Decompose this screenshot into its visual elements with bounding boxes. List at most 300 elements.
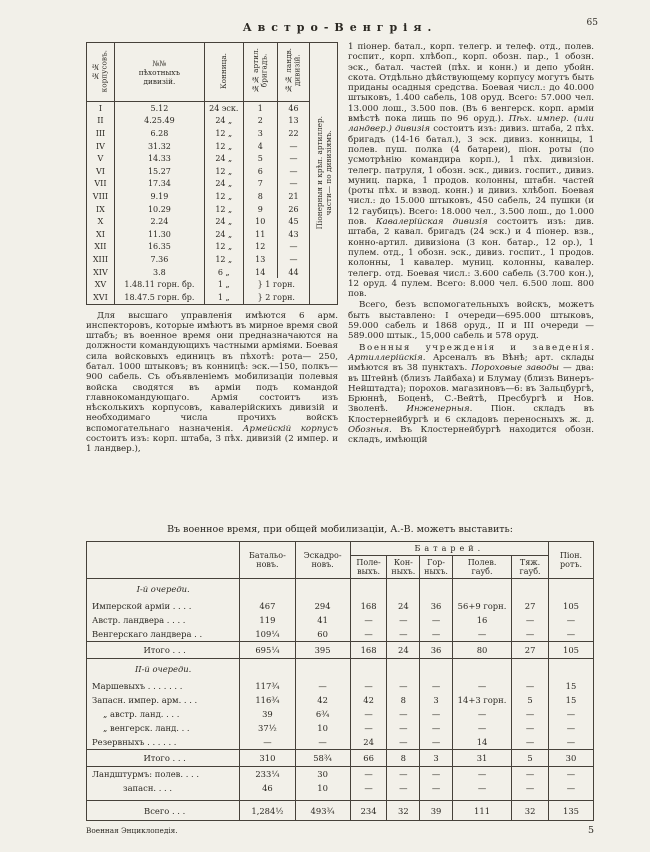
value-cell: 14	[452, 735, 511, 750]
left-column-text	[86, 311, 338, 455]
value-cell: —	[387, 721, 420, 735]
pioneer-header: Піон. ротъ.	[548, 542, 593, 579]
value-cell: 39	[420, 801, 453, 821]
corps-row	[87, 266, 338, 279]
table-row	[87, 599, 594, 613]
value-cell: —	[548, 613, 593, 627]
corps-value-cell: 12 „	[204, 203, 243, 216]
row-label: „ австр. ланд. . . .	[87, 707, 240, 721]
spaced-heading-text: Военныя учрежденія и заведенія	[359, 342, 592, 353]
mob-table-rows	[87, 579, 594, 821]
table-row	[87, 721, 594, 735]
corps-number-cell: VII	[87, 178, 115, 191]
value-cell: 36	[420, 642, 453, 659]
corps-value-cell: } 2 горн.	[243, 291, 309, 304]
value-cell: 24	[387, 642, 420, 659]
corps-value-cell: 10.29	[114, 203, 204, 216]
section-label: II-й очереди.	[87, 659, 240, 680]
table-row	[87, 693, 594, 707]
value-cell: —	[350, 767, 387, 782]
corps-number-cell: II	[87, 115, 115, 128]
value-cell: 32	[512, 801, 549, 821]
value-cell: 42	[350, 693, 387, 707]
corps-value-cell: 2	[243, 115, 277, 128]
corps-row	[87, 190, 338, 203]
value-cell: —	[420, 735, 453, 750]
corps-row	[87, 165, 338, 178]
right-column-text	[348, 42, 594, 514]
body-text: Піон. складъ въ Клостернейбургѣ и 6 складовъ переносныхъ ж. д.	[348, 404, 594, 425]
value-cell: 1,284½	[240, 801, 295, 821]
corps-row	[87, 241, 338, 254]
corps-value-cell: 13	[243, 253, 277, 266]
imprint: Военная Энциклопедія.	[86, 826, 178, 835]
corps-value-cell: 1 „	[204, 278, 243, 291]
corps-col-header-artillery: №№ артил. бригадъ.	[243, 43, 277, 102]
corps-value-cell: —	[277, 140, 309, 153]
row-label: Всего . . .	[87, 801, 240, 821]
corps-number-cell: VIII	[87, 190, 115, 203]
value-cell: —	[512, 679, 549, 693]
corps-value-cell: 3.8	[114, 266, 204, 279]
empty-cell	[350, 659, 387, 680]
corps-row	[87, 127, 338, 140]
corps-value-cell: } 1 горн.	[243, 278, 309, 291]
table-row	[87, 801, 594, 821]
row-label: „ венгерск. ланд. . .	[87, 721, 240, 735]
value-cell: —	[387, 613, 420, 627]
corps-value-cell: 7.36	[114, 253, 204, 266]
empty-cell	[387, 659, 420, 680]
body-text: Арсеналъ въ Вѣнѣ; арт. склады имѣются въ 38 пунктахъ.	[348, 352, 594, 374]
empty-cell	[387, 579, 420, 600]
value-cell: 31	[452, 750, 511, 767]
value-cell: —	[452, 627, 511, 642]
corps-number-cell: XIV	[87, 266, 115, 279]
table-row	[87, 679, 594, 693]
value-cell: —	[420, 613, 453, 627]
value-cell: —	[512, 781, 549, 795]
two-column-section	[86, 42, 594, 514]
corps-value-cell: 12 „	[204, 241, 243, 254]
corps-table	[86, 42, 338, 305]
corps-value-cell: 3	[243, 127, 277, 140]
corps-value-cell: —	[277, 165, 309, 178]
value-cell: —	[420, 679, 453, 693]
value-cell: —	[350, 721, 387, 735]
page-header	[86, 16, 598, 34]
corps-value-cell: 12 „	[204, 253, 243, 266]
corps-value-cell: 45	[277, 215, 309, 228]
corps-number-cell: III	[87, 127, 115, 140]
empty-cell	[295, 579, 350, 600]
value-cell: —	[512, 721, 549, 735]
value-cell: —	[387, 735, 420, 750]
corps-value-cell: 6 „	[204, 266, 243, 279]
value-cell: —	[295, 735, 350, 750]
value-cell: —	[548, 735, 593, 750]
corps-value-cell: 7	[243, 178, 277, 191]
corps-value-cell: 11.30	[114, 228, 204, 241]
value-cell: 66	[350, 750, 387, 767]
corps-col-header-landwehr: №№ ландв. дивизій.	[277, 43, 309, 102]
corps-value-cell: 24 „	[204, 228, 243, 241]
corps-value-cell: —	[277, 178, 309, 191]
corps-value-cell: 31.32	[114, 140, 204, 153]
value-cell: 105	[548, 642, 593, 659]
value-cell: 695¼	[240, 642, 295, 659]
corps-number-cell: XII	[87, 241, 115, 254]
section-row	[87, 579, 594, 600]
mobilization-heading: Въ военное время, при общей мобилизаціи, А.-В. можетъ выставить:	[167, 524, 513, 535]
italic-text: Кавалерійская дивизія	[375, 217, 488, 228]
corps-value-cell: 9.19	[114, 190, 204, 203]
corps-value-cell: 5	[243, 152, 277, 165]
corps-value-cell: 4	[243, 140, 277, 153]
value-cell: —	[240, 735, 295, 750]
value-cell: —	[420, 781, 453, 795]
value-cell: 14+3 горн.	[452, 693, 511, 707]
table-row	[87, 627, 594, 642]
corps-value-cell: 15.27	[114, 165, 204, 178]
page-number: 65	[586, 18, 598, 28]
corps-col-header-divisions: №№ пѣхотныхъ дивизій.	[114, 43, 204, 102]
row-label: запасн. . . .	[87, 781, 240, 795]
body-text: 1 піонер. батал., корп. телегр. и телеф. отд., полев. госпит., корп. хлѣбоп., корп. обозн. пар., 1 обозн. эск., батал. частей (пѣх. и конн.) и депо убойн. скота. Отдѣльно дѣйствующему корпусу могутъ быть приданы осадныя средства. Боевая числ.: до 40.000 штыковъ, 1.400 сабель, 108 оруд. Всего: 57.000 чел. 13.000 лош., 3.500 пов. (Въ 6 венгерск. корп. арміи вмѣстѣ пока лишь по 96 оруд.).	[348, 42, 594, 125]
value-cell: 41	[295, 613, 350, 627]
value-cell: 3	[420, 750, 453, 767]
value-cell: 119	[240, 613, 295, 627]
corps-value-cell: 12 „	[204, 140, 243, 153]
value-cell: 80	[452, 642, 511, 659]
body-text: состоитъ изъ: див. штаба, 2 кавал. бригадъ (24 эск.) и 4 піонер. взв., конно-артил. дивизіона (3 кон. батар., 12 ор.), 1 пулем. отд., 1 обозн. эск., дивиз. госпит., 1 продов. колонны, 1 кавалер. муниц. колонны, кавалер. телегр. отд. Боевая числ.: 3.600 сабель (3.700 кон.), 12 оруд. 4 пулем. Всего: 8.000 чел. 6.500 лош. 800 пов.	[348, 217, 594, 300]
value-cell: —	[452, 721, 511, 735]
corps-value-cell: 14.33	[114, 152, 204, 165]
value-cell: 6¾	[295, 707, 350, 721]
corps-row	[87, 115, 338, 128]
value-cell: 233¼	[240, 767, 295, 782]
row-label: Ландштурмъ: полев. . . .	[87, 767, 240, 782]
page-footer	[86, 825, 594, 836]
value-cell: 42	[295, 693, 350, 707]
value-cell: 8	[387, 750, 420, 767]
field-howitzer-header: Полев. гауб.	[452, 556, 511, 579]
value-cell: —	[452, 781, 511, 795]
value-cell: —	[548, 707, 593, 721]
empty-cell	[240, 579, 295, 600]
value-cell: 58¾	[295, 750, 350, 767]
empty-cell	[452, 659, 511, 680]
corps-value-cell: 11	[243, 228, 277, 241]
value-cell: 32	[387, 801, 420, 821]
corps-value-cell: 13	[277, 115, 309, 128]
batteries-group-header: Батарей.	[350, 542, 548, 556]
corps-header-row	[87, 43, 338, 102]
corps-value-cell: 1	[243, 102, 277, 115]
mountain-batteries-header: Гор- ныхъ.	[420, 556, 453, 579]
corps-value-cell: 26	[277, 203, 309, 216]
value-cell: 8	[387, 693, 420, 707]
corps-value-cell: 24 „	[204, 178, 243, 191]
body-text: Для высшаго управленія имѣются 6 арм. инспекторовъ, которые имѣютъ въ мирное время свой штабъ; въ военное время они предназначаются на должности командующихъ частными арміями. Боевая сила войсковыхъ единицъ въ пѣхотѣ: рота— 250, батал. 1000 штыковъ; въ конницѣ: эск.—150, полкъ—900 сабель. Съ объявленіемъ мобилизаціи полевыя войска сводятся въ арміи подъ командой главнокомандующаго. Армія состоитъ изъ нѣсколькихъ корпусовъ, кавалерійскихъ дивизій и необходимаго числа прочихъ войскъ вспомогательнаго назначенія.	[86, 310, 338, 434]
empty-cell	[420, 659, 453, 680]
corps-row	[87, 215, 338, 228]
value-cell: 30	[548, 750, 593, 767]
corps-number-cell: IV	[87, 140, 115, 153]
table-row	[87, 735, 594, 750]
value-cell: 56+9 горн.	[452, 599, 511, 613]
table-row	[87, 707, 594, 721]
battalions-header: Батальо- новъ.	[240, 542, 295, 579]
paragraph	[348, 300, 594, 341]
corps-col-header-cavalry: Конница.	[204, 43, 243, 102]
folio-number: 5	[587, 825, 594, 836]
corps-row	[87, 278, 338, 291]
paragraph	[348, 42, 594, 299]
corps-number-cell: VI	[87, 165, 115, 178]
value-cell: 39	[240, 707, 295, 721]
value-cell: 30	[295, 767, 350, 782]
corps-value-cell: —	[277, 241, 309, 254]
corps-table-rows	[87, 43, 338, 305]
left-column	[86, 42, 338, 514]
corps-value-cell: 1.48.11 горн. бр.	[114, 278, 204, 291]
value-cell: —	[512, 707, 549, 721]
heavy-howitzer-header: Тяж. гауб.	[512, 556, 549, 579]
corps-side-note: Піонерныя и крѣп. артиллер. части— по дивизіямъ.	[310, 43, 338, 305]
corps-col-header-corps: №№ корпусовъ.	[87, 43, 115, 102]
value-cell: 16	[452, 613, 511, 627]
value-cell: 10	[295, 781, 350, 795]
corps-number-cell: XI	[87, 228, 115, 241]
value-cell: —	[420, 767, 453, 782]
table-row	[87, 750, 594, 767]
corps-value-cell: 8	[243, 190, 277, 203]
corps-value-cell: 9	[243, 203, 277, 216]
corps-value-cell: 14	[243, 266, 277, 279]
value-cell: —	[548, 767, 593, 782]
value-cell: 168	[350, 599, 387, 613]
corps-number-cell: V	[87, 152, 115, 165]
value-cell: —	[548, 781, 593, 795]
corps-row	[87, 178, 338, 191]
corps-value-cell: 24 „	[204, 152, 243, 165]
value-cell: —	[295, 679, 350, 693]
corps-value-cell: 21	[277, 190, 309, 203]
field-batteries-header: Поле- выхъ.	[350, 556, 387, 579]
table-row	[87, 642, 594, 659]
corps-value-cell: 24 „	[204, 215, 243, 228]
mobilization-table	[86, 541, 594, 821]
value-cell: 27	[512, 642, 549, 659]
corps-row	[87, 253, 338, 266]
value-cell: —	[512, 735, 549, 750]
corps-row	[87, 102, 338, 115]
value-cell: 395	[295, 642, 350, 659]
value-cell: —	[420, 707, 453, 721]
value-cell: —	[387, 781, 420, 795]
value-cell: 24	[350, 735, 387, 750]
value-cell: 105	[548, 599, 593, 613]
corps-number-cell: I	[87, 102, 115, 115]
value-cell: 493¾	[295, 801, 350, 821]
value-cell: —	[452, 679, 511, 693]
corps-value-cell: 16.35	[114, 241, 204, 254]
corps-value-cell: 18.47.5 горн. бр.	[114, 291, 204, 304]
empty-cell	[548, 579, 593, 600]
value-cell: —	[420, 721, 453, 735]
corps-value-cell: 17.34	[114, 178, 204, 191]
corps-value-cell: 43	[277, 228, 309, 241]
row-label: Итого . . .	[87, 750, 240, 767]
corps-value-cell: 10	[243, 215, 277, 228]
row-label: Австр. ландвера . . . .	[87, 613, 240, 627]
value-cell: 24	[387, 599, 420, 613]
value-cell: 60	[295, 627, 350, 642]
corps-value-cell: 44	[277, 266, 309, 279]
empty-cell	[350, 579, 387, 600]
value-cell: —	[350, 679, 387, 693]
row-label: Итого . . .	[87, 642, 240, 659]
row-label: Маршевыхъ . . . . . . .	[87, 679, 240, 693]
corps-number-cell: X	[87, 215, 115, 228]
corps-number-cell: XVI	[87, 291, 115, 304]
row-label: Запасн. импер. арм. . . .	[87, 693, 240, 707]
value-cell: —	[387, 627, 420, 642]
value-cell: —	[387, 707, 420, 721]
value-cell: 294	[295, 599, 350, 613]
empty-cell	[452, 579, 511, 600]
corps-row	[87, 152, 338, 165]
corps-value-cell: —	[277, 253, 309, 266]
value-cell: 467	[240, 599, 295, 613]
corps-value-cell: 6.28	[114, 127, 204, 140]
table-row	[87, 613, 594, 627]
corps-number-cell: IX	[87, 203, 115, 216]
corps-value-cell: 5.12	[114, 102, 204, 115]
value-cell: 117¾	[240, 679, 295, 693]
empty-cell	[512, 659, 549, 680]
corps-value-cell: 12 „	[204, 127, 243, 140]
empty-cell	[512, 579, 549, 600]
row-label: Резервныхъ . . . . . .	[87, 735, 240, 750]
corps-row	[87, 228, 338, 241]
italic-text: Пороховые заводы	[471, 363, 559, 374]
value-cell: 5	[512, 750, 549, 767]
corps-value-cell: 12	[243, 241, 277, 254]
corps-value-cell: 46	[277, 102, 309, 115]
value-cell: 37½	[240, 721, 295, 735]
body-text: Въ Клостернейбургѣ находится обозн. складъ, имѣющій	[348, 424, 594, 446]
corps-value-cell: 12 „	[204, 190, 243, 203]
value-cell: 135	[548, 801, 593, 821]
value-cell: —	[548, 721, 593, 735]
body-text: Всего, безъ вспомогательныхъ войскъ, можетъ быть выставлено: I очереди—695.000 штыковъ, 59.000 сабель и 1868 оруд., II и III очереди — 589.000 штык., 15,000 сабель и 578 оруд.	[348, 300, 594, 342]
paragraph	[86, 311, 338, 455]
table-row	[87, 767, 594, 782]
value-cell: 15	[548, 693, 593, 707]
value-cell: 234	[350, 801, 387, 821]
value-cell: —	[350, 613, 387, 627]
value-cell: —	[387, 767, 420, 782]
value-cell: 46	[240, 781, 295, 795]
value-cell: —	[350, 781, 387, 795]
corps-row	[87, 140, 338, 153]
table-row	[87, 781, 594, 795]
corps-value-cell: 22	[277, 127, 309, 140]
paragraph	[348, 343, 594, 446]
corps-number-cell: XV	[87, 278, 115, 291]
value-cell: —	[452, 707, 511, 721]
section-row	[87, 659, 594, 680]
italic-text: Инженерныя.	[406, 404, 473, 415]
value-cell: —	[387, 679, 420, 693]
value-cell: 15	[548, 679, 593, 693]
page-title: Австро-Венгрія.	[242, 21, 438, 34]
row-label: Венгерскаго ландвера . .	[87, 627, 240, 642]
value-cell: 111	[452, 801, 511, 821]
value-cell: 109¼	[240, 627, 295, 642]
label-column-header	[87, 542, 240, 579]
body-text: .	[591, 342, 594, 353]
body-text: — два: въ Штейнѣ (близъ Лайбаха) и Блумау (близъ Винеръ-Нейштадта); порохов. магазиновъ—6: въ Зальцбургѣ, Брюннѣ, Боценѣ, С.-Вейтѣ, Пресбургѣ и Нов. Зволенѣ.	[348, 363, 594, 415]
horse-batteries-header: Кон- ныхъ.	[387, 556, 420, 579]
corps-row	[87, 291, 338, 304]
value-cell: 168	[350, 642, 387, 659]
value-cell: 116¾	[240, 693, 295, 707]
section-label: I-й очереди.	[87, 579, 240, 600]
corps-value-cell: 24 „	[204, 115, 243, 128]
italic-text: Армейскій корпусъ	[242, 423, 338, 434]
corps-value-cell: —	[277, 152, 309, 165]
corps-value-cell: 2.24	[114, 215, 204, 228]
value-cell: —	[350, 627, 387, 642]
empty-cell	[548, 659, 593, 680]
value-cell: 36	[420, 599, 453, 613]
corps-row	[87, 203, 338, 216]
empty-cell	[420, 579, 453, 600]
value-cell: —	[512, 767, 549, 782]
value-cell: —	[452, 767, 511, 782]
value-cell: 310	[240, 750, 295, 767]
value-cell: 27	[512, 599, 549, 613]
row-label: Имперской арміи . . . .	[87, 599, 240, 613]
mobilization-table-head	[87, 542, 594, 579]
italic-text: Обозныя.	[348, 424, 392, 435]
body-text: состоитъ изъ: корп. штаба, 3 пѣх. дивизій (2 импер. и 1 ландвер.),	[86, 434, 338, 455]
value-cell: —	[512, 627, 549, 642]
value-cell: —	[548, 627, 593, 642]
empty-cell	[240, 659, 295, 680]
italic-text: Артиллерійскія.	[348, 352, 426, 363]
value-cell: 10	[295, 721, 350, 735]
corps-value-cell: 1 „	[204, 291, 243, 304]
corps-value-cell: 4.25.49	[114, 115, 204, 128]
value-cell: 5	[512, 693, 549, 707]
empty-cell	[295, 659, 350, 680]
value-cell: —	[420, 627, 453, 642]
corps-value-cell: 6	[243, 165, 277, 178]
corps-value-cell: 12 „	[204, 165, 243, 178]
value-cell: 3	[420, 693, 453, 707]
corps-number-cell: XIII	[87, 253, 115, 266]
value-cell: —	[512, 613, 549, 627]
italic-text: Пѣх. импер. (или ландвер.) дивизія	[348, 114, 594, 135]
squadrons-header: Эскадро- новъ.	[295, 542, 350, 579]
body-text: состоитъ изъ: дивиз. штаба, 2 пѣх. бригадъ (14-16 батал.), 3 эск. дивиз. конницы, 1 полев. пуш. полка (4 батареи), піон. роты (по усмотрѣнію командира корп.), 1 пѣх. дивизіон. телегр. патруля, 1 обозн. эск., дивиз. госпит., дивиз. муниц. парка, 1 продов. колонны, штабн. частей (роты пѣх. и взвод. конн.) и дивиз. хлѣбоп. Боевая числ.: до 15.000 штыковъ, 450 сабель, 24 пушки (и 12 гаубицъ). Всего: 18.000 чел., 3.500 лош., до 1.000 пов.	[348, 124, 594, 228]
value-cell: —	[350, 707, 387, 721]
corps-value-cell: 24 эск.	[204, 102, 243, 115]
